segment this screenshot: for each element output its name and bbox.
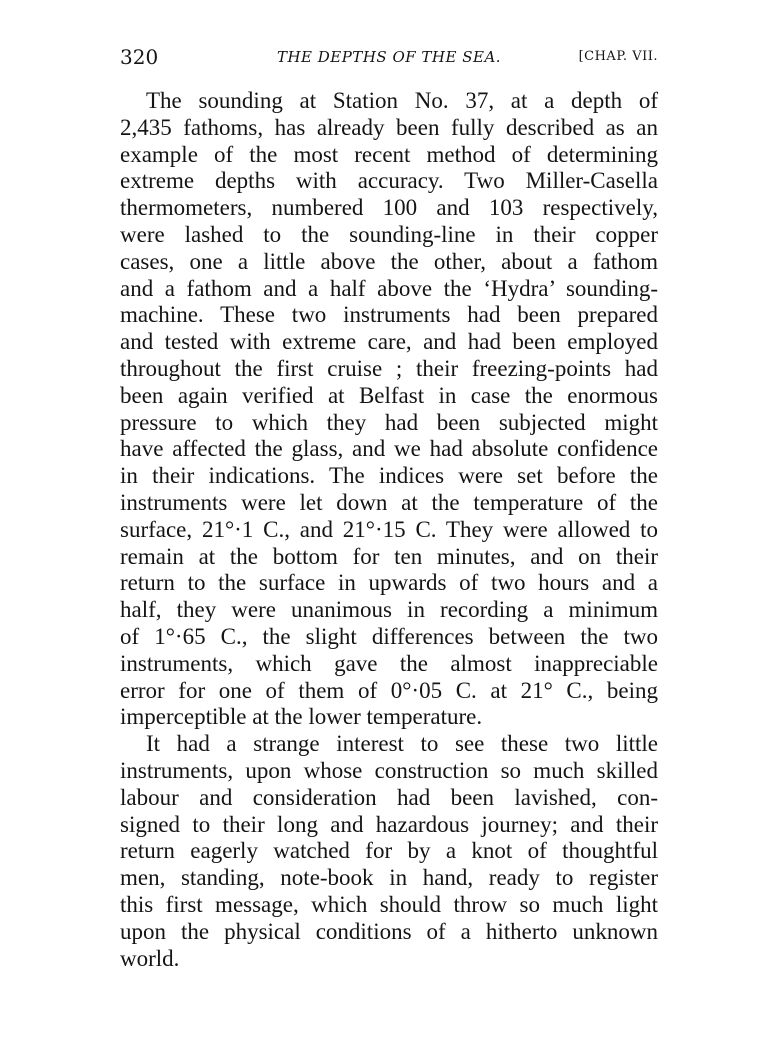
text-line: thermometers, numbered 100 and 103 respectively, [120,195,658,221]
text-line: have affected the glass, and we had absolute confidence [120,436,658,462]
text-line: imperceptible at the lower temperature. [120,704,483,730]
text-line: half, they were unanimous in recording a minimum [120,597,658,623]
text-line: error for one of them of 0°·05 C. at 21° C., being [120,677,658,703]
text-line: The sounding at Station No. 37, at a depth of [146,88,658,113]
text-line: been again verified at Belfast in case the enormous [120,382,658,408]
text-line: in their indications. The indices were set before the [120,463,658,489]
text-line: and a fathom and a half above the ‘Hydra’ sounding- [120,275,658,301]
text-line: remain at the bottom for ten minutes, and on their [120,543,658,569]
text-line: throughout the first cruise ; their freezing-points had [120,355,658,381]
text-line: surface, 21°·1 C., and 21°·15 C. They were allowed to [120,516,658,542]
text-line: extreme depths with accuracy. Two Miller-Casella [120,168,658,194]
text-line: machine. These two instruments had been prepared [120,302,658,328]
paragraph [120,88,658,731]
text-line: and tested with extreme care, and had been employed [120,329,658,355]
page-number: 320 [120,45,159,69]
text-line: return eagerly watched for by a knot of thoughtful [120,838,658,864]
text-line: signed to their long and hazardous journey; and their [120,811,658,837]
text-line: of 1°·65 C., the slight differences between the two [120,623,658,649]
text-line: instruments were let down at the temperature of the [120,489,658,515]
text-line: example of the most recent method of determining [120,141,658,167]
body-text [120,88,658,972]
text-line: instruments, upon whose construction so much skilled [120,757,658,783]
text-line: cases, one a little above the other, about a fathom [120,248,658,274]
text-line: men, standing, note-book in hand, ready to register [120,865,658,891]
running-head [120,42,658,72]
text-line: return to the surface in upwards of two hours and a [120,570,658,596]
text-line: It had a strange interest to see these two little [146,731,658,757]
text-line: pressure to which they had been subjected might [120,409,658,435]
text-line: upon the physical conditions of a hitherto unknown [120,918,658,944]
text-line: labour and consideration had been lavished, con- [120,784,658,810]
text-line: instruments, which gave the almost inappreciable [120,650,658,676]
book-page [120,42,658,972]
text-line: this first message, which should throw so much light [120,891,658,917]
text-line: 2,435 fathoms, has already been fully described as an [120,114,658,140]
paragraph [120,731,658,972]
text-line: were lashed to the sounding-line in their copper [120,221,658,247]
running-title: THE DEPTHS OF THE SEA. [276,48,502,66]
text-line: world. [120,945,180,971]
chapter-reference: [CHAP. VII. [578,49,658,64]
